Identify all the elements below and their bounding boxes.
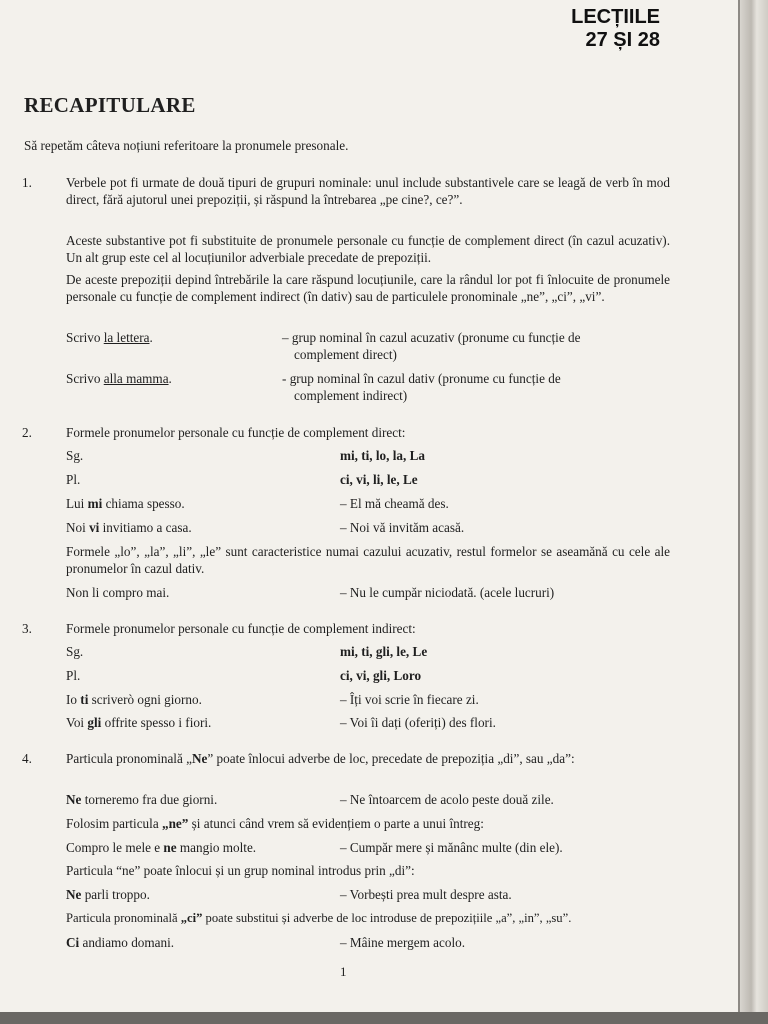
section-4-paragraph-1: Particula pronominală „Ne” poate înlocui adverbe de loc, precedate de prepoziția „di”, sau „da”: [66,751,575,766]
section-1-paragraph-1: Verbele pot fi urmate de două tipuri de grupuri nominale: unul include substantivele care se leagă de verb în mod direct, fără ajutorul unei prepoziții, și răspund la întrebarea „pe cine?, ce?”. [66,175,670,207]
section-2-example-2: Noi vi invitiamo a casa. [66,520,192,535]
section-3-example-1-translation: – Îți voi scrie în fiecare zi. [340,692,479,707]
section-2-example-3-translation: – Nu le cumpăr niciodată. (acele lucruri) [340,585,555,600]
intro-text: Să repetăm câteva noțiuni referitoare la pronumele presonale. [24,138,349,153]
section-2-note: Formele „lo”, „la”, „li”, „le” sunt caracteristice numai cazului acuzativ, restul formelor se aseamănă cu cele ale pronumelor în cazul dativ. [66,544,670,576]
section-4-example-3-translation: – Vorbești prea mult despre asta. [340,887,512,902]
section-4-example-1: Ne torneremo fra due giorni. [66,792,218,807]
section-4-paragraph-3: Particula “ne” poate înlocui și un grup nominal introdus prin „di”: [66,863,415,878]
scanner-bottom-border [0,1012,768,1024]
section-4-example-4-translation: – Mâine mergem acolo. [340,935,465,950]
section-4-example-1-translation: – Ne întoarcem de acolo peste două zile. [340,792,554,807]
section-4-example-4: Ci andiamo domani. [66,935,175,950]
section-4-number: 4. [22,751,32,766]
book-edge [740,0,768,1024]
section-1-example-2: Scrivo alla mamma. [66,371,172,386]
section-3-example-1: Io ti scriverò ogni giorno. [66,692,202,707]
section-3-number: 3. [22,621,32,636]
section-2-heading: Formele pronumelor personale cu funcție de complement direct: [66,425,406,440]
section-3-plural-label: Pl. [66,668,81,683]
section-3-example-2: Voi gli offrite spesso i fiori. [66,715,212,730]
section-4-paragraph-4: Particula pronominală „ci” poate substitui și adverbe de loc introduse de prepozițiile „a”, „in”, „su”. [66,911,572,925]
section-2-example-1: Lui mi chiama spesso. [66,496,185,511]
section-2-singular-forms: mi, ti, lo, la, La [340,448,425,463]
section-2-number: 2. [22,425,32,440]
page-number: 1 [340,964,347,979]
lesson-label: LECȚIILE 27 ȘI 28 [571,6,660,51]
section-3-example-2-translation: – Voi îi dați (oferiți) des flori. [340,715,496,730]
section-3-heading: Formele pronumelor personale cu funcție de complement indirect: [66,621,416,636]
section-3-singular-forms: mi, ti, gli, le, Le [340,644,428,659]
section-1-paragraph-3: De aceste prepoziții depind întrebările la care răspund locuțiunile, care la rândul lor pot fi înlocuite de pronumele personale cu funcție de complement indirect (în dativ) sau de particulele pronominale „ne”, „ci”, „vi”. [66,272,670,304]
section-4-example-2-translation: – Cumpăr mere și mănânc multe (din ele). [340,840,563,855]
section-2-example-1-translation: – El mă cheamă des. [340,496,449,511]
section-4-paragraph-2: Folosim particula „ne” și atunci când vrem să evidențiem o parte a unui întreg: [66,816,484,831]
section-4-example-2: Compro le mele e ne mangio molte. [66,840,257,855]
section-2-plural-forms: ci, vi, li, le, Le [340,472,418,487]
section-2-plural-label: Pl. [66,472,81,487]
section-3-singular-label: Sg. [66,644,84,659]
section-1-example-1: Scrivo la lettera. [66,330,153,345]
section-1-example-1-explanation: – grup nominal în cazul acuzativ (pronume cu funcție de complement direct) [282,330,581,362]
section-2-example-2-translation: – Noi vă invităm acasă. [340,520,465,535]
section-1-number: 1. [22,175,32,190]
section-3-plural-forms: ci, vi, gli, Loro [340,668,422,683]
section-2-example-3: Non li compro mai. [66,585,170,600]
section-1-example-2-explanation: - grup nominal în cazul dativ (pronume cu funcție de complement indirect) [282,371,561,403]
section-1-paragraph-2: Aceste substantive pot fi substituite de pronumele personale cu funcție de complement direct (în cazul acuzativ). Un alt grup este cel al locuțiunilor adverbiale precedate de prepoziții. [66,233,670,265]
section-2-singular-label: Sg. [66,448,84,463]
page-title: RECAPITULARE [24,93,196,117]
section-4-example-3: Ne parli troppo. [66,887,150,902]
